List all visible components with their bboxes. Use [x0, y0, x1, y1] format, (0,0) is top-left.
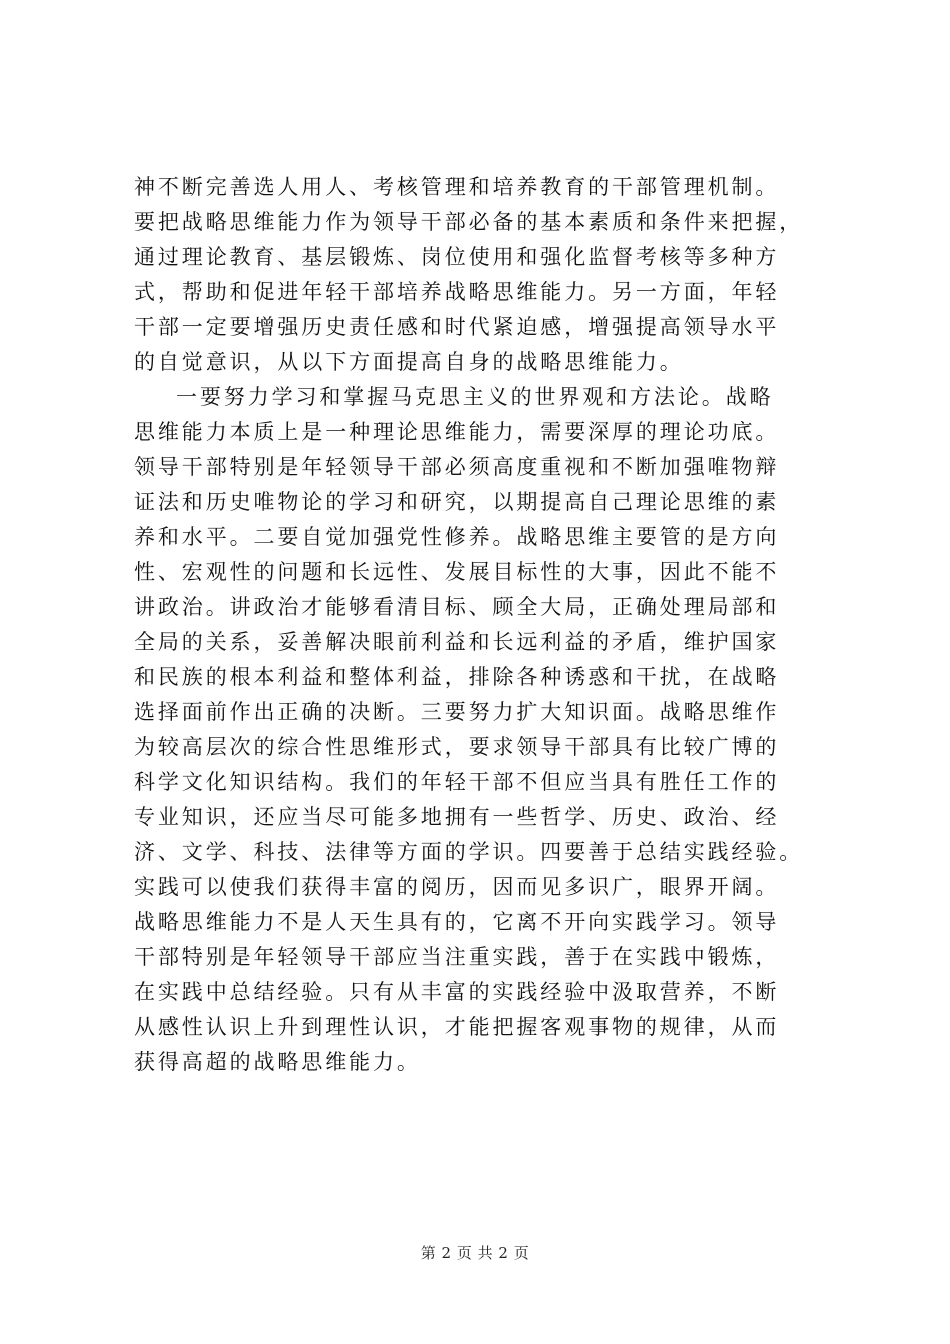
text-line: 性、宏观性的问题和长远性、发展目标性的大事，因此不能不 [134, 560, 780, 584]
text-line: 思维能力本质上是一种理论思维能力，需要深厚的理论功底。 [134, 420, 780, 444]
text-line: 干部特别是年轻领导干部应当注重实践，善于在实践中锻炼， [134, 945, 780, 969]
text-line: 全局的关系，妥善解决眼前利益和长远利益的矛盾，维护国家 [134, 630, 780, 654]
text-line: 专业知识，还应当尽可能多地拥有一些哲学、历史、政治、经 [134, 805, 780, 829]
text-line: 养和水平。二要自觉加强党性修养。战略思维主要管的是方向 [134, 525, 780, 549]
text-line: 干部一定要增强历史责任感和时代紧迫感，增强提高领导水平 [134, 315, 780, 339]
text-line: 实践可以使我们获得丰富的阅历，因而见多识广，眼界开阔。 [134, 875, 780, 899]
text-line: 式，帮助和促进年轻干部培养战略思维能力。另一方面，年轻 [134, 280, 780, 304]
text-line: 在实践中总结经验。只有从丰富的实践经验中汲取营养，不断 [134, 980, 780, 1004]
text-line: 的自觉意识，从以下方面提高自身的战略思维能力。 [134, 350, 684, 374]
text-line: 济、文学、科技、法律等方面的学识。四要善于总结实践经验。 [134, 840, 804, 864]
text-line: 证法和历史唯物论的学习和研究，以期提高自己理论思维的素 [134, 490, 780, 514]
text-line: 从感性认识上升到理性认识，才能把握客观事物的规律，从而 [134, 1015, 780, 1039]
text-line: 和民族的根本利益和整体利益，排除各种诱惑和干扰，在战略 [134, 665, 780, 689]
text-line: 领导干部特别是年轻领导干部必须高度重视和不断加强唯物辩 [134, 455, 780, 479]
text-line: 科学文化知识结构。我们的年轻干部不但应当具有胜任工作的 [134, 770, 780, 794]
text-line: 通过理论教育、基层锻炼、岗位使用和强化监督考核等多种方 [134, 245, 780, 269]
text-line: 选择面前作出正确的决断。三要努力扩大知识面。战略思维作 [134, 700, 780, 724]
document-body [134, 170, 834, 1080]
text-line: 讲政治。讲政治才能够看清目标、顾全大局，正确处理局部和 [134, 595, 780, 619]
text-line: 获得高超的战略思维能力。 [134, 1050, 421, 1074]
text-line: 一要努力学习和掌握马克思主义的世界观和方法论。战略 [176, 385, 774, 409]
text-line: 神不断完善选人用人、考核管理和培养教育的干部管理机制。 [134, 175, 780, 199]
text-line: 要把战略思维能力作为领导干部必备的基本素质和条件来把握， [134, 210, 804, 234]
text-line: 战略思维能力不是人天生具有的，它离不开向实践学习。领导 [134, 910, 780, 934]
text-line: 为较高层次的综合性思维形式，要求领导干部具有比较广博的 [134, 735, 780, 759]
page-footer: 第 2 页 共 2 页 [420, 1244, 530, 1262]
